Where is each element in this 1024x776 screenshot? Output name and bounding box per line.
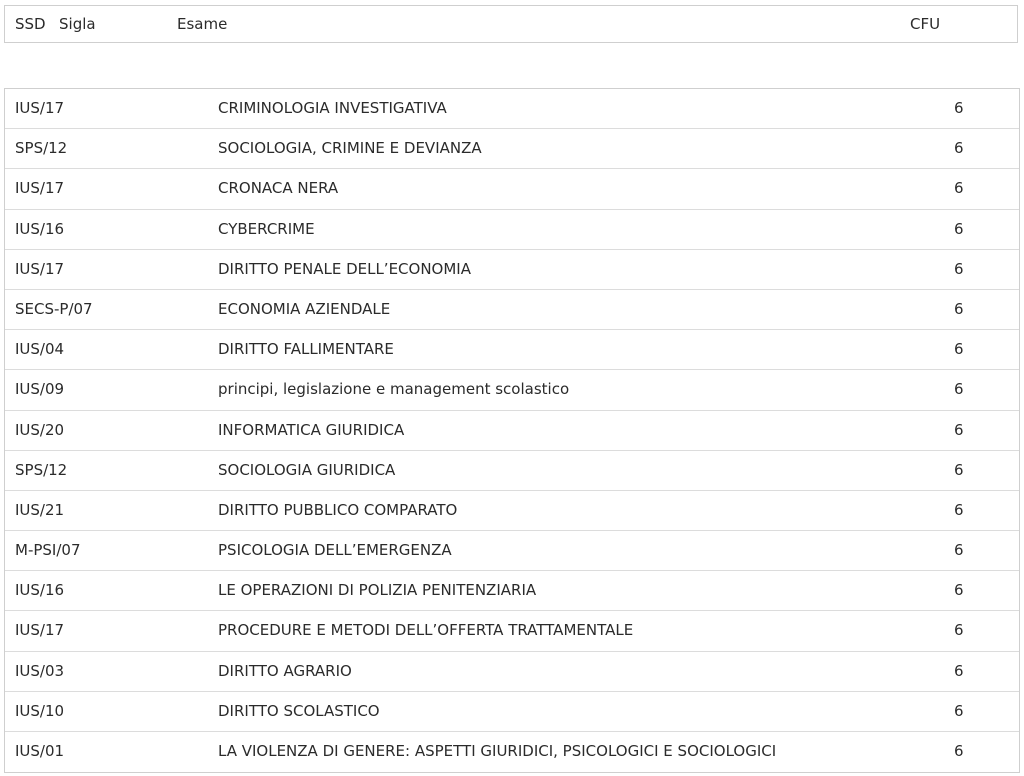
cfu-cell: 6 — [954, 259, 964, 278]
ssd-cell: IUS/09 — [15, 380, 65, 399]
table-row — [5, 611, 1019, 651]
table-row — [5, 250, 1019, 290]
esame-cell: CYBERCRIME — [218, 219, 315, 238]
ssd-cell: IUS/16 — [15, 219, 65, 238]
ssd-cell: IUS/10 — [15, 701, 65, 720]
table-row — [5, 652, 1019, 692]
esame-cell: CRONACA NERA — [218, 179, 339, 198]
table-header — [4, 5, 1018, 43]
ssd-cell: IUS/17 — [15, 99, 65, 117]
ssd-cell: IUS/03 — [15, 661, 65, 680]
esame-cell: SOCIOLOGIA GIURIDICA — [218, 460, 396, 479]
table-row — [5, 370, 1019, 410]
esame-cell: DIRITTO PUBBLICO COMPARATO — [218, 500, 458, 519]
ssd-cell: SECS-P/07 — [15, 299, 93, 318]
ssd-cell: IUS/01 — [15, 742, 65, 760]
esame-cell: LA VIOLENZA DI GENERE: ASPETTI GIURIDICI, PSICOLOGICI E SOCIOLOGICI — [218, 742, 777, 760]
esame-cell: DIRITTO FALLIMENTARE — [218, 340, 394, 359]
ssd-cell: SPS/12 — [15, 139, 68, 158]
ssd-cell: M-PSI/07 — [15, 541, 81, 560]
esame-cell: LE OPERAZIONI DI POLIZIA PENITENZIARIA — [218, 581, 537, 600]
esame-cell: INFORMATICA GIURIDICA — [218, 420, 405, 439]
cfu-cell: 6 — [954, 541, 964, 560]
table-row — [5, 210, 1019, 250]
esame-cell: CRIMINOLOGIA INVESTIGATIVA — [218, 99, 447, 117]
ssd-cell: IUS/16 — [15, 581, 65, 600]
table-row — [5, 290, 1019, 330]
header-esame: Esame — [177, 15, 228, 33]
table-row — [5, 451, 1019, 491]
esame-cell: PROCEDURE E METODI DELL’OFFERTA TRATTAMENTALE — [218, 621, 634, 640]
ssd-cell: SPS/12 — [15, 460, 68, 479]
esame-cell: principi, legislazione e management scolastico — [218, 380, 570, 399]
ssd-cell: IUS/17 — [15, 259, 65, 278]
cfu-cell: 6 — [954, 99, 964, 117]
esame-cell: PSICOLOGIA DELL’EMERGENZA — [218, 541, 452, 560]
ssd-cell: IUS/17 — [15, 179, 65, 198]
cfu-cell: 6 — [954, 581, 964, 600]
cfu-cell: 6 — [954, 701, 964, 720]
cfu-cell: 6 — [954, 460, 964, 479]
table-row — [5, 89, 1019, 129]
ssd-cell: IUS/21 — [15, 500, 65, 519]
header-sigla: Sigla — [59, 15, 96, 33]
table-row — [5, 411, 1019, 451]
table-row — [5, 571, 1019, 611]
exam-table — [4, 88, 1020, 773]
cfu-cell: 6 — [954, 621, 964, 640]
cfu-cell: 6 — [954, 661, 964, 680]
cfu-cell: 6 — [954, 340, 964, 359]
cfu-cell: 6 — [954, 500, 964, 519]
table-row — [5, 732, 1019, 772]
cfu-cell: 6 — [954, 179, 964, 198]
ssd-cell: IUS/17 — [15, 621, 65, 640]
esame-cell: DIRITTO AGRARIO — [218, 661, 352, 680]
table-row — [5, 531, 1019, 571]
table-row — [5, 491, 1019, 531]
table-row — [5, 169, 1019, 209]
header-ssd: SSD — [15, 15, 46, 33]
table-row — [5, 692, 1019, 732]
ssd-cell: IUS/20 — [15, 420, 65, 439]
cfu-cell: 6 — [954, 219, 964, 238]
cfu-cell: 6 — [954, 420, 964, 439]
esame-cell: ECONOMIA AZIENDALE — [218, 299, 391, 318]
cfu-cell: 6 — [954, 380, 964, 399]
esame-cell: SOCIOLOGIA, CRIMINE E DEVIANZA — [218, 139, 482, 158]
header-cfu: CFU — [910, 15, 941, 33]
ssd-cell: IUS/04 — [15, 340, 65, 359]
cfu-cell: 6 — [954, 139, 964, 158]
esame-cell: DIRITTO SCOLASTICO — [218, 701, 380, 720]
cfu-cell: 6 — [954, 299, 964, 318]
table-row — [5, 129, 1019, 169]
table-row — [5, 330, 1019, 370]
cfu-cell: 6 — [954, 742, 964, 760]
esame-cell: DIRITTO PENALE DELL’ECONOMIA — [218, 259, 471, 278]
